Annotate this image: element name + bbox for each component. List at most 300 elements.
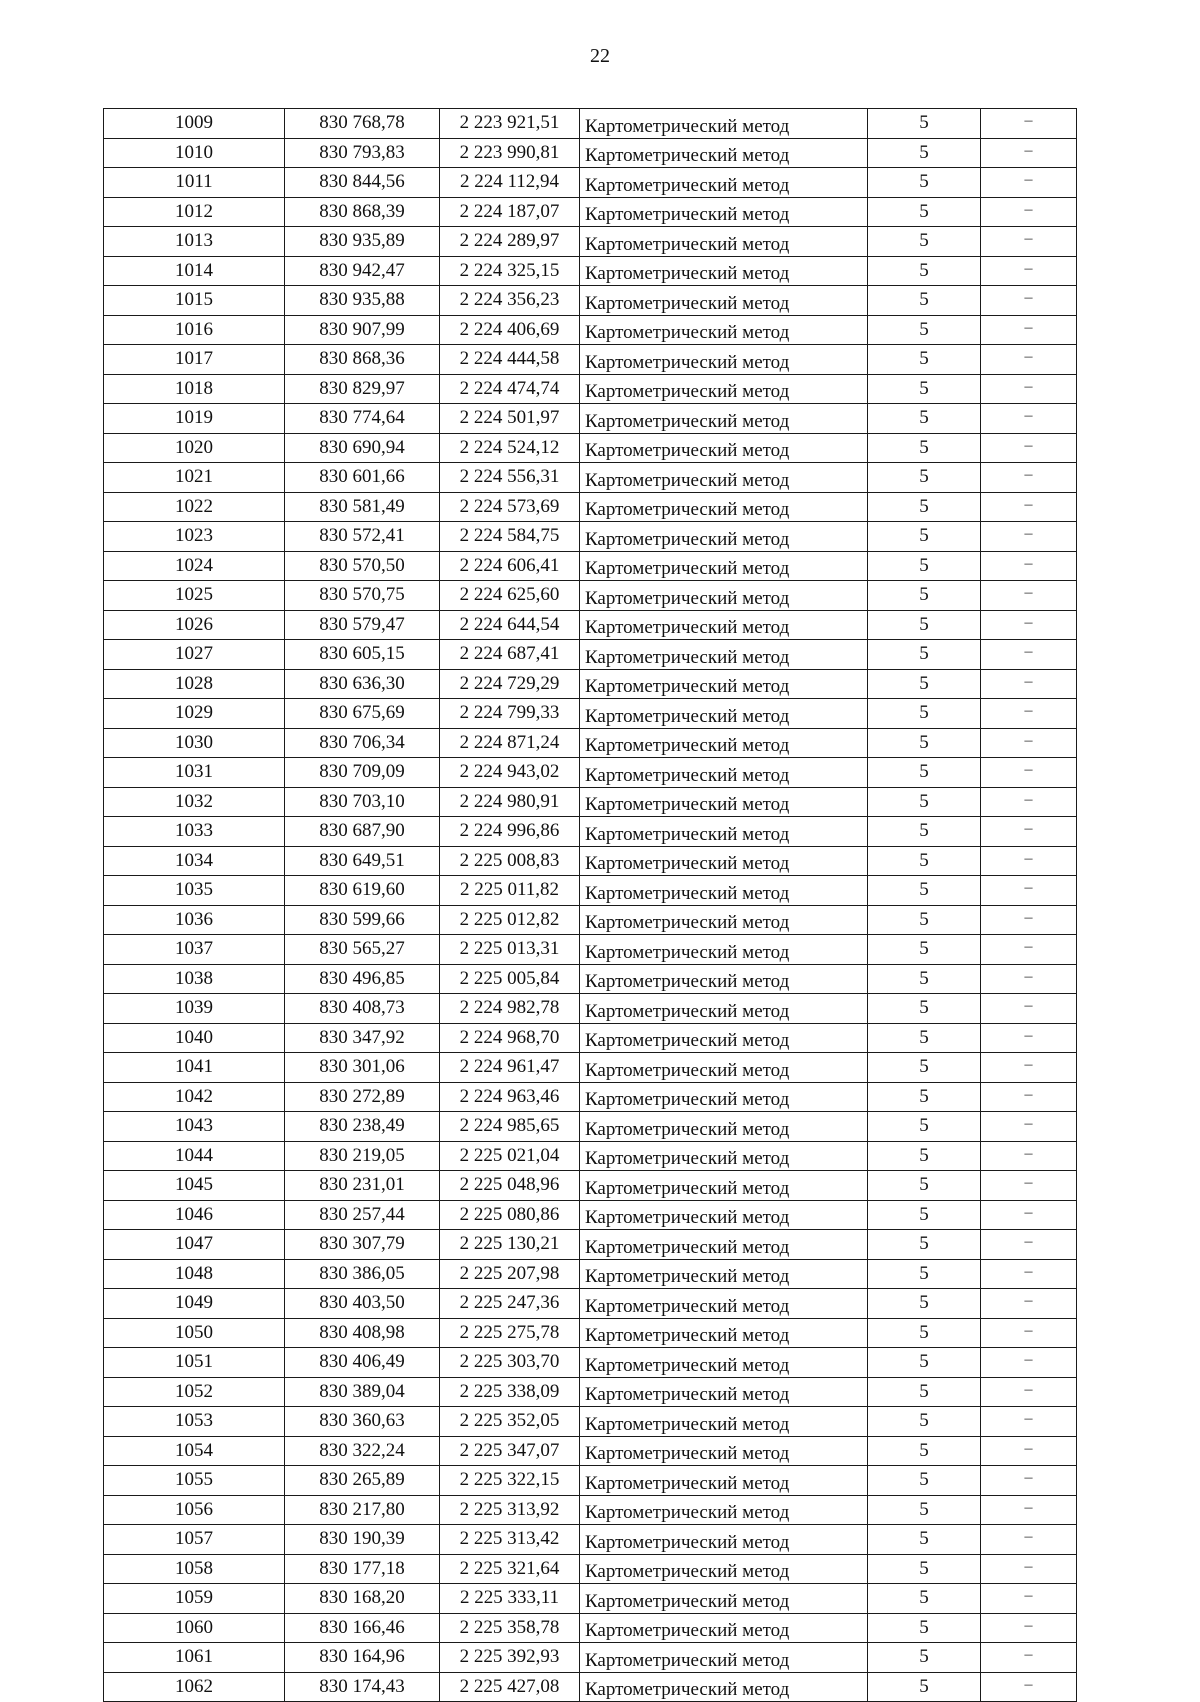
method-cell: Картометрический метод bbox=[580, 1171, 868, 1201]
accuracy-cell: 5 bbox=[868, 1436, 981, 1466]
table-row bbox=[104, 551, 1077, 581]
accuracy-cell: 5 bbox=[868, 1023, 981, 1053]
y-coordinate-cell: 2 224 996,86 bbox=[440, 817, 580, 847]
accuracy-cell: 5 bbox=[868, 1672, 981, 1702]
point-number-cell: 1044 bbox=[104, 1141, 285, 1171]
accuracy-cell: 5 bbox=[868, 1318, 981, 1348]
point-number-cell: 1020 bbox=[104, 433, 285, 463]
point-number-cell: 1012 bbox=[104, 197, 285, 227]
x-coordinate-cell: 830 406,49 bbox=[285, 1348, 440, 1378]
x-coordinate-cell: 830 565,27 bbox=[285, 935, 440, 965]
y-coordinate-cell: 2 225 013,31 bbox=[440, 935, 580, 965]
point-number-cell: 1042 bbox=[104, 1082, 285, 1112]
table-row bbox=[104, 1377, 1077, 1407]
accuracy-cell: 5 bbox=[868, 463, 981, 493]
note-cell: – bbox=[981, 876, 1077, 906]
x-coordinate-cell: 830 706,34 bbox=[285, 728, 440, 758]
point-number-cell: 1031 bbox=[104, 758, 285, 788]
accuracy-cell: 5 bbox=[868, 168, 981, 198]
note-cell: – bbox=[981, 404, 1077, 434]
x-coordinate-cell: 830 174,43 bbox=[285, 1672, 440, 1702]
note-cell: – bbox=[981, 817, 1077, 847]
method-cell: Картометрический метод bbox=[580, 138, 868, 168]
point-number-cell: 1025 bbox=[104, 581, 285, 611]
point-number-cell: 1029 bbox=[104, 699, 285, 729]
note-cell: – bbox=[981, 197, 1077, 227]
accuracy-cell: 5 bbox=[868, 1259, 981, 1289]
point-number-cell: 1052 bbox=[104, 1377, 285, 1407]
method-cell: Картометрический метод bbox=[580, 1348, 868, 1378]
y-coordinate-cell: 2 225 207,98 bbox=[440, 1259, 580, 1289]
note-cell: – bbox=[981, 463, 1077, 493]
method-cell: Картометрический метод bbox=[580, 1053, 868, 1083]
x-coordinate-cell: 830 272,89 bbox=[285, 1082, 440, 1112]
x-coordinate-cell: 830 408,98 bbox=[285, 1318, 440, 1348]
method-cell: Картометрический метод bbox=[580, 1495, 868, 1525]
method-cell: Картометрический метод bbox=[580, 669, 868, 699]
accuracy-cell: 5 bbox=[868, 286, 981, 316]
table-row bbox=[104, 374, 1077, 404]
note-cell: – bbox=[981, 1200, 1077, 1230]
accuracy-cell: 5 bbox=[868, 876, 981, 906]
point-number-cell: 1009 bbox=[104, 109, 285, 139]
x-coordinate-cell: 830 307,79 bbox=[285, 1230, 440, 1260]
x-coordinate-cell: 830 360,63 bbox=[285, 1407, 440, 1437]
accuracy-cell: 5 bbox=[868, 758, 981, 788]
method-cell: Картометрический метод bbox=[580, 433, 868, 463]
y-coordinate-cell: 2 224 584,75 bbox=[440, 522, 580, 552]
method-cell: Картометрический метод bbox=[580, 1554, 868, 1584]
method-cell: Картометрический метод bbox=[580, 1141, 868, 1171]
x-coordinate-cell: 830 386,05 bbox=[285, 1259, 440, 1289]
note-cell: – bbox=[981, 1466, 1077, 1496]
method-cell: Картометрический метод bbox=[580, 994, 868, 1024]
method-cell: Картометрический метод bbox=[580, 1584, 868, 1614]
point-number-cell: 1033 bbox=[104, 817, 285, 847]
point-number-cell: 1049 bbox=[104, 1289, 285, 1319]
table-row bbox=[104, 1112, 1077, 1142]
table-row bbox=[104, 581, 1077, 611]
x-coordinate-cell: 830 322,24 bbox=[285, 1436, 440, 1466]
y-coordinate-cell: 2 224 799,33 bbox=[440, 699, 580, 729]
note-cell: – bbox=[981, 787, 1077, 817]
point-number-cell: 1021 bbox=[104, 463, 285, 493]
note-cell: – bbox=[981, 1348, 1077, 1378]
y-coordinate-cell: 2 224 356,23 bbox=[440, 286, 580, 316]
point-number-cell: 1039 bbox=[104, 994, 285, 1024]
point-number-cell: 1028 bbox=[104, 669, 285, 699]
point-number-cell: 1019 bbox=[104, 404, 285, 434]
y-coordinate-cell: 2 224 644,54 bbox=[440, 610, 580, 640]
point-number-cell: 1037 bbox=[104, 935, 285, 965]
accuracy-cell: 5 bbox=[868, 669, 981, 699]
y-coordinate-cell: 2 225 130,21 bbox=[440, 1230, 580, 1260]
table-row bbox=[104, 463, 1077, 493]
y-coordinate-cell: 2 224 444,58 bbox=[440, 345, 580, 375]
accuracy-cell: 5 bbox=[868, 699, 981, 729]
note-cell: – bbox=[981, 1230, 1077, 1260]
table-row bbox=[104, 286, 1077, 316]
coordinates-table bbox=[103, 108, 1077, 1702]
note-cell: – bbox=[981, 1495, 1077, 1525]
x-coordinate-cell: 830 793,83 bbox=[285, 138, 440, 168]
x-coordinate-cell: 830 168,20 bbox=[285, 1584, 440, 1614]
point-number-cell: 1041 bbox=[104, 1053, 285, 1083]
method-cell: Картометрический метод bbox=[580, 699, 868, 729]
point-number-cell: 1045 bbox=[104, 1171, 285, 1201]
point-number-cell: 1011 bbox=[104, 168, 285, 198]
point-number-cell: 1015 bbox=[104, 286, 285, 316]
table-row bbox=[104, 1082, 1077, 1112]
y-coordinate-cell: 2 225 347,07 bbox=[440, 1436, 580, 1466]
point-number-cell: 1024 bbox=[104, 551, 285, 581]
note-cell: – bbox=[981, 227, 1077, 257]
table-row bbox=[104, 610, 1077, 640]
x-coordinate-cell: 830 166,46 bbox=[285, 1613, 440, 1643]
table-row bbox=[104, 994, 1077, 1024]
note-cell: – bbox=[981, 1171, 1077, 1201]
point-number-cell: 1023 bbox=[104, 522, 285, 552]
table-row bbox=[104, 669, 1077, 699]
y-coordinate-cell: 2 224 982,78 bbox=[440, 994, 580, 1024]
accuracy-cell: 5 bbox=[868, 846, 981, 876]
table-row bbox=[104, 1230, 1077, 1260]
accuracy-cell: 5 bbox=[868, 1082, 981, 1112]
note-cell: – bbox=[981, 286, 1077, 316]
accuracy-cell: 5 bbox=[868, 1407, 981, 1437]
point-number-cell: 1040 bbox=[104, 1023, 285, 1053]
note-cell: – bbox=[981, 1289, 1077, 1319]
x-coordinate-cell: 830 231,01 bbox=[285, 1171, 440, 1201]
x-coordinate-cell: 830 868,36 bbox=[285, 345, 440, 375]
point-number-cell: 1034 bbox=[104, 846, 285, 876]
accuracy-cell: 5 bbox=[868, 256, 981, 286]
note-cell: – bbox=[981, 1525, 1077, 1555]
method-cell: Картометрический метод bbox=[580, 610, 868, 640]
table-row bbox=[104, 1584, 1077, 1614]
note-cell: – bbox=[981, 374, 1077, 404]
x-coordinate-cell: 830 935,88 bbox=[285, 286, 440, 316]
y-coordinate-cell: 2 223 990,81 bbox=[440, 138, 580, 168]
point-number-cell: 1026 bbox=[104, 610, 285, 640]
point-number-cell: 1035 bbox=[104, 876, 285, 906]
method-cell: Картометрический метод bbox=[580, 1672, 868, 1702]
method-cell: Картометрический метод bbox=[580, 374, 868, 404]
note-cell: – bbox=[981, 1613, 1077, 1643]
point-number-cell: 1062 bbox=[104, 1672, 285, 1702]
point-number-cell: 1047 bbox=[104, 1230, 285, 1260]
y-coordinate-cell: 2 225 352,05 bbox=[440, 1407, 580, 1437]
point-number-cell: 1030 bbox=[104, 728, 285, 758]
method-cell: Картометрический метод bbox=[580, 1466, 868, 1496]
method-cell: Картометрический метод bbox=[580, 1377, 868, 1407]
method-cell: Картометрический метод bbox=[580, 876, 868, 906]
table-row bbox=[104, 787, 1077, 817]
x-coordinate-cell: 830 238,49 bbox=[285, 1112, 440, 1142]
accuracy-cell: 5 bbox=[868, 1348, 981, 1378]
x-coordinate-cell: 830 829,97 bbox=[285, 374, 440, 404]
x-coordinate-cell: 830 219,05 bbox=[285, 1141, 440, 1171]
accuracy-cell: 5 bbox=[868, 728, 981, 758]
table-row bbox=[104, 758, 1077, 788]
table-row bbox=[104, 1259, 1077, 1289]
y-coordinate-cell: 2 224 556,31 bbox=[440, 463, 580, 493]
accuracy-cell: 5 bbox=[868, 551, 981, 581]
x-coordinate-cell: 830 190,39 bbox=[285, 1525, 440, 1555]
accuracy-cell: 5 bbox=[868, 1466, 981, 1496]
y-coordinate-cell: 2 225 008,83 bbox=[440, 846, 580, 876]
note-cell: – bbox=[981, 1318, 1077, 1348]
accuracy-cell: 5 bbox=[868, 964, 981, 994]
y-coordinate-cell: 2 225 080,86 bbox=[440, 1200, 580, 1230]
point-number-cell: 1022 bbox=[104, 492, 285, 522]
y-coordinate-cell: 2 225 048,96 bbox=[440, 1171, 580, 1201]
method-cell: Картометрический метод bbox=[580, 1259, 868, 1289]
y-coordinate-cell: 2 225 338,09 bbox=[440, 1377, 580, 1407]
accuracy-cell: 5 bbox=[868, 1613, 981, 1643]
point-number-cell: 1027 bbox=[104, 640, 285, 670]
x-coordinate-cell: 830 935,89 bbox=[285, 227, 440, 257]
note-cell: – bbox=[981, 669, 1077, 699]
note-cell: – bbox=[981, 1672, 1077, 1702]
accuracy-cell: 5 bbox=[868, 109, 981, 139]
y-coordinate-cell: 2 225 313,42 bbox=[440, 1525, 580, 1555]
y-coordinate-cell: 2 225 005,84 bbox=[440, 964, 580, 994]
method-cell: Картометрический метод bbox=[580, 581, 868, 611]
table-row bbox=[104, 728, 1077, 758]
method-cell: Картометрический метод bbox=[580, 964, 868, 994]
accuracy-cell: 5 bbox=[868, 1495, 981, 1525]
note-cell: – bbox=[981, 1436, 1077, 1466]
method-cell: Картометрический метод bbox=[580, 787, 868, 817]
method-cell: Картометрический метод bbox=[580, 1407, 868, 1437]
x-coordinate-cell: 830 257,44 bbox=[285, 1200, 440, 1230]
table-row bbox=[104, 227, 1077, 257]
y-coordinate-cell: 2 225 358,78 bbox=[440, 1613, 580, 1643]
x-coordinate-cell: 830 844,56 bbox=[285, 168, 440, 198]
accuracy-cell: 5 bbox=[868, 1230, 981, 1260]
point-number-cell: 1016 bbox=[104, 315, 285, 345]
x-coordinate-cell: 830 177,18 bbox=[285, 1554, 440, 1584]
y-coordinate-cell: 2 225 247,36 bbox=[440, 1289, 580, 1319]
table-row bbox=[104, 1613, 1077, 1643]
note-cell: – bbox=[981, 168, 1077, 198]
method-cell: Картометрический метод bbox=[580, 1230, 868, 1260]
accuracy-cell: 5 bbox=[868, 1643, 981, 1673]
x-coordinate-cell: 830 636,30 bbox=[285, 669, 440, 699]
method-cell: Картометрический метод bbox=[580, 846, 868, 876]
method-cell: Картометрический метод bbox=[580, 256, 868, 286]
table-row bbox=[104, 1672, 1077, 1702]
x-coordinate-cell: 830 217,80 bbox=[285, 1495, 440, 1525]
note-cell: – bbox=[981, 994, 1077, 1024]
y-coordinate-cell: 2 224 963,46 bbox=[440, 1082, 580, 1112]
point-number-cell: 1048 bbox=[104, 1259, 285, 1289]
note-cell: – bbox=[981, 1377, 1077, 1407]
point-number-cell: 1014 bbox=[104, 256, 285, 286]
x-coordinate-cell: 830 301,06 bbox=[285, 1053, 440, 1083]
x-coordinate-cell: 830 599,66 bbox=[285, 905, 440, 935]
table-row bbox=[104, 1023, 1077, 1053]
x-coordinate-cell: 830 570,75 bbox=[285, 581, 440, 611]
x-coordinate-cell: 830 389,04 bbox=[285, 1377, 440, 1407]
accuracy-cell: 5 bbox=[868, 1053, 981, 1083]
table-row bbox=[104, 1318, 1077, 1348]
y-coordinate-cell: 2 224 871,24 bbox=[440, 728, 580, 758]
table-row bbox=[104, 905, 1077, 935]
x-coordinate-cell: 830 579,47 bbox=[285, 610, 440, 640]
accuracy-cell: 5 bbox=[868, 315, 981, 345]
point-number-cell: 1046 bbox=[104, 1200, 285, 1230]
method-cell: Картометрический метод bbox=[580, 492, 868, 522]
y-coordinate-cell: 2 224 687,41 bbox=[440, 640, 580, 670]
accuracy-cell: 5 bbox=[868, 610, 981, 640]
table-row bbox=[104, 345, 1077, 375]
accuracy-cell: 5 bbox=[868, 1584, 981, 1614]
y-coordinate-cell: 2 225 427,08 bbox=[440, 1672, 580, 1702]
method-cell: Картометрический метод bbox=[580, 728, 868, 758]
note-cell: – bbox=[981, 1112, 1077, 1142]
accuracy-cell: 5 bbox=[868, 404, 981, 434]
x-coordinate-cell: 830 709,09 bbox=[285, 758, 440, 788]
point-number-cell: 1010 bbox=[104, 138, 285, 168]
table-row bbox=[104, 640, 1077, 670]
point-number-cell: 1057 bbox=[104, 1525, 285, 1555]
point-number-cell: 1061 bbox=[104, 1643, 285, 1673]
method-cell: Картометрический метод bbox=[580, 404, 868, 434]
table-row bbox=[104, 846, 1077, 876]
method-cell: Картометрический метод bbox=[580, 286, 868, 316]
x-coordinate-cell: 830 164,96 bbox=[285, 1643, 440, 1673]
x-coordinate-cell: 830 907,99 bbox=[285, 315, 440, 345]
y-coordinate-cell: 2 225 321,64 bbox=[440, 1554, 580, 1584]
note-cell: – bbox=[981, 1584, 1077, 1614]
note-cell: – bbox=[981, 1554, 1077, 1584]
x-coordinate-cell: 830 496,85 bbox=[285, 964, 440, 994]
note-cell: – bbox=[981, 1643, 1077, 1673]
x-coordinate-cell: 830 687,90 bbox=[285, 817, 440, 847]
table-row bbox=[104, 699, 1077, 729]
method-cell: Картометрический метод bbox=[580, 1112, 868, 1142]
method-cell: Картометрический метод bbox=[580, 315, 868, 345]
accuracy-cell: 5 bbox=[868, 1525, 981, 1555]
y-coordinate-cell: 2 224 501,97 bbox=[440, 404, 580, 434]
x-coordinate-cell: 830 690,94 bbox=[285, 433, 440, 463]
note-cell: – bbox=[981, 1141, 1077, 1171]
method-cell: Картометрический метод bbox=[580, 758, 868, 788]
x-coordinate-cell: 830 619,60 bbox=[285, 876, 440, 906]
x-coordinate-cell: 830 408,73 bbox=[285, 994, 440, 1024]
note-cell: – bbox=[981, 1053, 1077, 1083]
y-coordinate-cell: 2 225 012,82 bbox=[440, 905, 580, 935]
note-cell: – bbox=[981, 315, 1077, 345]
y-coordinate-cell: 2 224 943,02 bbox=[440, 758, 580, 788]
point-number-cell: 1017 bbox=[104, 345, 285, 375]
y-coordinate-cell: 2 224 325,15 bbox=[440, 256, 580, 286]
point-number-cell: 1054 bbox=[104, 1436, 285, 1466]
method-cell: Картометрический метод bbox=[580, 109, 868, 139]
point-number-cell: 1050 bbox=[104, 1318, 285, 1348]
method-cell: Картометрический метод bbox=[580, 1436, 868, 1466]
point-number-cell: 1059 bbox=[104, 1584, 285, 1614]
note-cell: – bbox=[981, 581, 1077, 611]
note-cell: – bbox=[981, 433, 1077, 463]
point-number-cell: 1018 bbox=[104, 374, 285, 404]
table-row bbox=[104, 1466, 1077, 1496]
table-row bbox=[104, 964, 1077, 994]
accuracy-cell: 5 bbox=[868, 581, 981, 611]
point-number-cell: 1032 bbox=[104, 787, 285, 817]
y-coordinate-cell: 2 225 275,78 bbox=[440, 1318, 580, 1348]
point-number-cell: 1058 bbox=[104, 1554, 285, 1584]
note-cell: – bbox=[981, 640, 1077, 670]
coordinates-table-body bbox=[104, 109, 1077, 1702]
y-coordinate-cell: 2 224 625,60 bbox=[440, 581, 580, 611]
accuracy-cell: 5 bbox=[868, 787, 981, 817]
method-cell: Картометрический метод bbox=[580, 1200, 868, 1230]
table-row bbox=[104, 935, 1077, 965]
x-coordinate-cell: 830 649,51 bbox=[285, 846, 440, 876]
note-cell: – bbox=[981, 551, 1077, 581]
y-coordinate-cell: 2 225 021,04 bbox=[440, 1141, 580, 1171]
table-row bbox=[104, 256, 1077, 286]
x-coordinate-cell: 830 265,89 bbox=[285, 1466, 440, 1496]
accuracy-cell: 5 bbox=[868, 433, 981, 463]
note-cell: – bbox=[981, 610, 1077, 640]
note-cell: – bbox=[981, 699, 1077, 729]
point-number-cell: 1043 bbox=[104, 1112, 285, 1142]
x-coordinate-cell: 830 601,66 bbox=[285, 463, 440, 493]
table-row bbox=[104, 1643, 1077, 1673]
x-coordinate-cell: 830 868,39 bbox=[285, 197, 440, 227]
method-cell: Картометрический метод bbox=[580, 551, 868, 581]
method-cell: Картометрический метод bbox=[580, 522, 868, 552]
table-row bbox=[104, 1495, 1077, 1525]
table-row bbox=[104, 1200, 1077, 1230]
y-coordinate-cell: 2 225 322,15 bbox=[440, 1466, 580, 1496]
note-cell: – bbox=[981, 109, 1077, 139]
note-cell: – bbox=[981, 256, 1077, 286]
note-cell: – bbox=[981, 522, 1077, 552]
note-cell: – bbox=[981, 935, 1077, 965]
accuracy-cell: 5 bbox=[868, 640, 981, 670]
table-row bbox=[104, 1171, 1077, 1201]
y-coordinate-cell: 2 225 303,70 bbox=[440, 1348, 580, 1378]
accuracy-cell: 5 bbox=[868, 197, 981, 227]
table-row bbox=[104, 1436, 1077, 1466]
table-row bbox=[104, 1554, 1077, 1584]
accuracy-cell: 5 bbox=[868, 1554, 981, 1584]
method-cell: Картометрический метод bbox=[580, 935, 868, 965]
note-cell: – bbox=[981, 846, 1077, 876]
table-row bbox=[104, 315, 1077, 345]
method-cell: Картометрический метод bbox=[580, 1643, 868, 1673]
accuracy-cell: 5 bbox=[868, 1377, 981, 1407]
y-coordinate-cell: 2 223 921,51 bbox=[440, 109, 580, 139]
table-row bbox=[104, 1141, 1077, 1171]
point-number-cell: 1038 bbox=[104, 964, 285, 994]
table-row bbox=[104, 876, 1077, 906]
x-coordinate-cell: 830 403,50 bbox=[285, 1289, 440, 1319]
note-cell: – bbox=[981, 1023, 1077, 1053]
x-coordinate-cell: 830 774,64 bbox=[285, 404, 440, 434]
table-row bbox=[104, 522, 1077, 552]
note-cell: – bbox=[981, 905, 1077, 935]
page-number: 22 bbox=[590, 45, 610, 67]
method-cell: Картометрический метод bbox=[580, 1613, 868, 1643]
point-number-cell: 1051 bbox=[104, 1348, 285, 1378]
x-coordinate-cell: 830 703,10 bbox=[285, 787, 440, 817]
